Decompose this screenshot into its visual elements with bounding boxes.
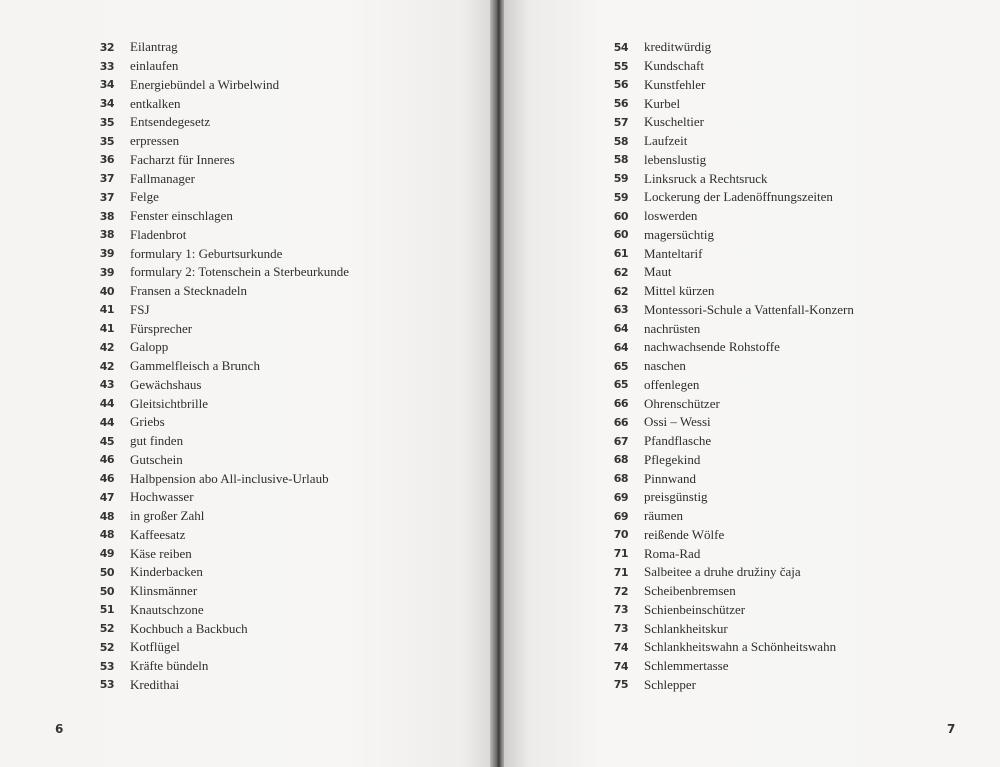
- index-entry: [602, 526, 854, 545]
- index-entry: [602, 151, 854, 170]
- entry-term: Gleitsichtbrille: [130, 395, 208, 411]
- entry-page-number: 66: [613, 397, 628, 411]
- entry-term: Schienbeinschützer: [644, 601, 746, 617]
- entry-page-number: 65: [613, 378, 628, 392]
- entry-term: einlaufen: [130, 58, 179, 74]
- index-entry: [602, 113, 854, 132]
- entry-page-number: 38: [99, 209, 114, 223]
- entry-page-number: 34: [99, 78, 114, 92]
- index-entry: [88, 676, 349, 695]
- entry-page-number: 36: [99, 153, 114, 167]
- index-entry: [88, 76, 349, 95]
- entry-term: Fenster einschlagen: [130, 208, 233, 224]
- index-entry: [602, 394, 854, 413]
- entry-term: erpressen: [130, 133, 180, 149]
- entry-page-number: 72: [613, 584, 628, 598]
- index-entry: [88, 657, 349, 676]
- index-entry: [602, 357, 854, 376]
- right-page-number: 7: [947, 722, 956, 736]
- entry-page-number: 46: [99, 472, 114, 486]
- entry-page-number: 68: [613, 472, 628, 486]
- entry-term: formulary 1: Geburtsurkunde: [130, 245, 283, 261]
- index-entry: [88, 244, 349, 263]
- entry-page-number: 59: [613, 172, 628, 186]
- entry-page-number: 32: [99, 40, 114, 54]
- index-entry: [88, 282, 349, 301]
- entry-term: FSJ: [130, 301, 150, 317]
- entry-term: Schlankheitskur: [644, 620, 728, 636]
- entry-page-number: 53: [99, 659, 114, 673]
- index-entry: [88, 151, 349, 170]
- entry-page-number: 70: [613, 528, 628, 542]
- index-entry: [88, 263, 349, 282]
- entry-page-number: 73: [613, 622, 628, 636]
- index-entry: [602, 169, 854, 188]
- entry-page-number: 63: [613, 303, 628, 317]
- index-entry: [88, 338, 349, 357]
- entry-page-number: 74: [613, 640, 628, 654]
- entry-page-number: 42: [99, 359, 114, 373]
- entry-page-number: 51: [99, 603, 114, 617]
- index-entry: [602, 638, 854, 657]
- index-entry: [602, 263, 854, 282]
- entry-page-number: 68: [613, 453, 628, 467]
- entry-page-number: 43: [99, 378, 114, 392]
- entry-term: naschen: [644, 358, 686, 374]
- entry-page-number: 73: [613, 603, 628, 617]
- entry-term: Scheibenbremsen: [644, 583, 736, 599]
- index-entry: [88, 188, 349, 207]
- index-entry: [88, 638, 349, 657]
- entry-term: Pflegekind: [644, 451, 701, 467]
- index-entry: [88, 319, 349, 338]
- entry-page-number: 39: [99, 265, 114, 279]
- entry-term: Facharzt für Inneres: [130, 151, 235, 167]
- entry-term: Hochwasser: [130, 489, 194, 505]
- index-entry: [88, 526, 349, 545]
- right-index-list: [602, 38, 854, 694]
- entry-term: kreditwürdig: [644, 39, 712, 55]
- entry-page-number: 64: [613, 322, 628, 336]
- index-entry: [602, 57, 854, 76]
- entry-term: Kundschaft: [644, 58, 704, 74]
- entry-term: Schlankheitswahn a Schönheitswahn: [644, 639, 837, 655]
- index-entry: [602, 226, 854, 245]
- entry-term: Griebs: [130, 414, 165, 430]
- entry-term: Kräfte bündeln: [130, 658, 209, 674]
- entry-page-number: 60: [613, 209, 628, 223]
- entry-term: gut finden: [130, 433, 184, 449]
- index-entry: [602, 582, 854, 601]
- index-entry: [88, 507, 349, 526]
- index-entry: [88, 38, 349, 57]
- index-entry: [88, 226, 349, 245]
- entry-term: Lockerung der Ladenöffnungszeiten: [644, 189, 833, 205]
- entry-term: Gutschein: [130, 451, 183, 467]
- index-entry: [88, 563, 349, 582]
- entry-term: Laufzeit: [644, 133, 688, 149]
- entry-term: in großer Zahl: [130, 508, 205, 524]
- entry-term: Kunstfehler: [644, 76, 706, 92]
- entry-page-number: 62: [613, 284, 628, 298]
- entry-page-number: 48: [99, 509, 114, 523]
- entry-term: Pfandflasche: [644, 433, 712, 449]
- entry-page-number: 46: [99, 453, 114, 467]
- entry-page-number: 41: [99, 322, 114, 336]
- entry-term: Felge: [130, 189, 159, 205]
- index-entry: [602, 619, 854, 638]
- entry-term: loswerden: [644, 208, 698, 224]
- index-entry: [602, 188, 854, 207]
- entry-term: Fallmanager: [130, 170, 195, 186]
- entry-term: reißende Wölfe: [644, 526, 725, 542]
- entry-term: Kredithai: [130, 676, 180, 692]
- entry-term: Kochbuch a Backbuch: [130, 620, 248, 636]
- left-page-number: 6: [55, 722, 64, 736]
- entry-page-number: 33: [99, 59, 114, 73]
- entry-term: Pinnwand: [644, 470, 696, 486]
- index-entry: [602, 132, 854, 151]
- entry-term: Roma-Rad: [644, 545, 701, 561]
- entry-page-number: 56: [613, 78, 628, 92]
- entry-term: Gewächshaus: [130, 376, 202, 392]
- entry-term: Ossi – Wessi: [644, 414, 711, 430]
- entry-term: Kuscheltier: [644, 114, 704, 130]
- entry-term: Galopp: [130, 339, 169, 355]
- index-entry: [88, 394, 349, 413]
- entry-page-number: 44: [99, 397, 114, 411]
- entry-page-number: 40: [99, 284, 114, 298]
- index-entry: [88, 544, 349, 563]
- entry-term: Mittel kürzen: [644, 283, 715, 299]
- entry-page-number: 42: [99, 340, 114, 354]
- index-entry: [602, 282, 854, 301]
- entry-term: Halbpension abo All-inclusive-Urlaub: [130, 470, 329, 486]
- entry-page-number: 58: [613, 153, 628, 167]
- entry-page-number: 52: [99, 622, 114, 636]
- entry-page-number: 50: [99, 565, 114, 579]
- index-entry: [602, 432, 854, 451]
- index-entry: [602, 319, 854, 338]
- entry-term: Eilantrag: [130, 39, 178, 55]
- entry-page-number: 59: [613, 190, 628, 204]
- entry-term: Entsendegesetz: [130, 114, 211, 130]
- index-entry: [88, 413, 349, 432]
- entry-page-number: 74: [613, 659, 628, 673]
- index-entry: [602, 563, 854, 582]
- entry-term: Kurbel: [644, 95, 681, 111]
- entry-term: Ohrenschützer: [644, 395, 720, 411]
- entry-page-number: 57: [613, 115, 628, 129]
- entry-term: nachwachsende Rohstoffe: [644, 339, 780, 355]
- entry-term: Energiebündel a Wirbelwind: [130, 76, 280, 92]
- index-entry: [88, 451, 349, 470]
- entry-term: lebenslustig: [644, 151, 707, 167]
- index-entry: [88, 169, 349, 188]
- entry-page-number: 71: [613, 565, 628, 579]
- entry-term: preisgünstig: [644, 489, 708, 505]
- entry-term: nachrüsten: [644, 320, 701, 336]
- index-entry: [88, 601, 349, 620]
- index-entry: [602, 413, 854, 432]
- index-entry: [602, 544, 854, 563]
- index-entry: [88, 357, 349, 376]
- entry-term: formulary 2: Totenschein a Sterbeurkunde: [130, 264, 350, 280]
- entry-page-number: 41: [99, 303, 114, 317]
- index-entry: [602, 94, 854, 113]
- entry-page-number: 54: [613, 40, 628, 54]
- entry-page-number: 55: [613, 59, 628, 73]
- index-entry: [88, 376, 349, 395]
- index-entry: [88, 469, 349, 488]
- entry-page-number: 52: [99, 640, 114, 654]
- entry-page-number: 60: [613, 228, 628, 242]
- index-entry: [88, 132, 349, 151]
- index-entry: [88, 582, 349, 601]
- entry-page-number: 50: [99, 584, 114, 598]
- entry-page-number: 47: [99, 490, 114, 504]
- index-entry: [602, 301, 854, 320]
- entry-term: magersüchtig: [644, 226, 715, 242]
- index-entry: [88, 301, 349, 320]
- entry-page-number: 34: [99, 97, 114, 111]
- entry-term: Klinsmänner: [130, 583, 198, 599]
- entry-page-number: 45: [99, 434, 114, 448]
- entry-term: Manteltarif: [644, 245, 703, 261]
- entry-page-number: 44: [99, 415, 114, 429]
- entry-term: Kaffeesatz: [130, 526, 186, 542]
- index-entry: [602, 451, 854, 470]
- index-entry: [602, 338, 854, 357]
- entry-page-number: 37: [99, 190, 114, 204]
- index-entry: [602, 244, 854, 263]
- index-entry: [88, 94, 349, 113]
- entry-term: Maut: [644, 264, 672, 280]
- index-entry: [88, 207, 349, 226]
- entry-term: entkalken: [130, 95, 181, 111]
- entry-page-number: 66: [613, 415, 628, 429]
- index-entry: [602, 676, 854, 695]
- left-page: [0, 0, 494, 767]
- entry-page-number: 62: [613, 265, 628, 279]
- entry-term: Kotflügel: [130, 639, 180, 655]
- index-entry: [602, 376, 854, 395]
- entry-page-number: 61: [613, 247, 628, 261]
- entry-page-number: 71: [613, 547, 628, 561]
- index-entry: [88, 488, 349, 507]
- entry-term: Fransen a Stecknadeln: [130, 283, 247, 299]
- entry-page-number: 39: [99, 247, 114, 261]
- entry-term: räumen: [644, 508, 683, 524]
- entry-term: Gammelfleisch a Brunch: [130, 358, 260, 374]
- index-entry: [88, 113, 349, 132]
- entry-term: Kinderbacken: [130, 564, 203, 580]
- entry-page-number: 38: [99, 228, 114, 242]
- entry-term: Fladenbrot: [130, 226, 187, 242]
- index-entry: [88, 432, 349, 451]
- entry-page-number: 64: [613, 340, 628, 354]
- entry-term: Fürsprecher: [130, 320, 193, 336]
- entry-term: Salbeitee a druhe družiny čaja: [644, 564, 801, 580]
- index-entry: [88, 57, 349, 76]
- index-entry: [602, 507, 854, 526]
- entry-term: Schlepper: [644, 676, 696, 692]
- index-entry: [602, 207, 854, 226]
- entry-page-number: 49: [99, 547, 114, 561]
- index-entry: [602, 488, 854, 507]
- entry-page-number: 56: [613, 97, 628, 111]
- entry-page-number: 53: [99, 678, 114, 692]
- entry-term: Käse reiben: [130, 545, 192, 561]
- entry-page-number: 35: [99, 115, 114, 129]
- index-entry: [602, 76, 854, 95]
- index-entry: [602, 601, 854, 620]
- entry-page-number: 58: [613, 134, 628, 148]
- index-entry: [602, 38, 854, 57]
- entry-page-number: 65: [613, 359, 628, 373]
- entry-page-number: 69: [613, 509, 628, 523]
- entry-term: Schlemmertasse: [644, 658, 729, 674]
- index-entry: [88, 619, 349, 638]
- entry-page-number: 37: [99, 172, 114, 186]
- entry-term: offenlegen: [644, 376, 700, 392]
- index-entry: [602, 657, 854, 676]
- entry-term: Linksruck a Rechtsruck: [644, 170, 768, 186]
- entry-page-number: 75: [613, 678, 628, 692]
- left-index-list: [88, 38, 349, 694]
- entry-page-number: 67: [613, 434, 628, 448]
- entry-page-number: 48: [99, 528, 114, 542]
- entry-page-number: 35: [99, 134, 114, 148]
- index-entry: [602, 469, 854, 488]
- entry-term: Knautschzone: [130, 601, 204, 617]
- entry-term: Montessori-Schule a Vattenfall-Konzern: [644, 301, 854, 317]
- entry-page-number: 69: [613, 490, 628, 504]
